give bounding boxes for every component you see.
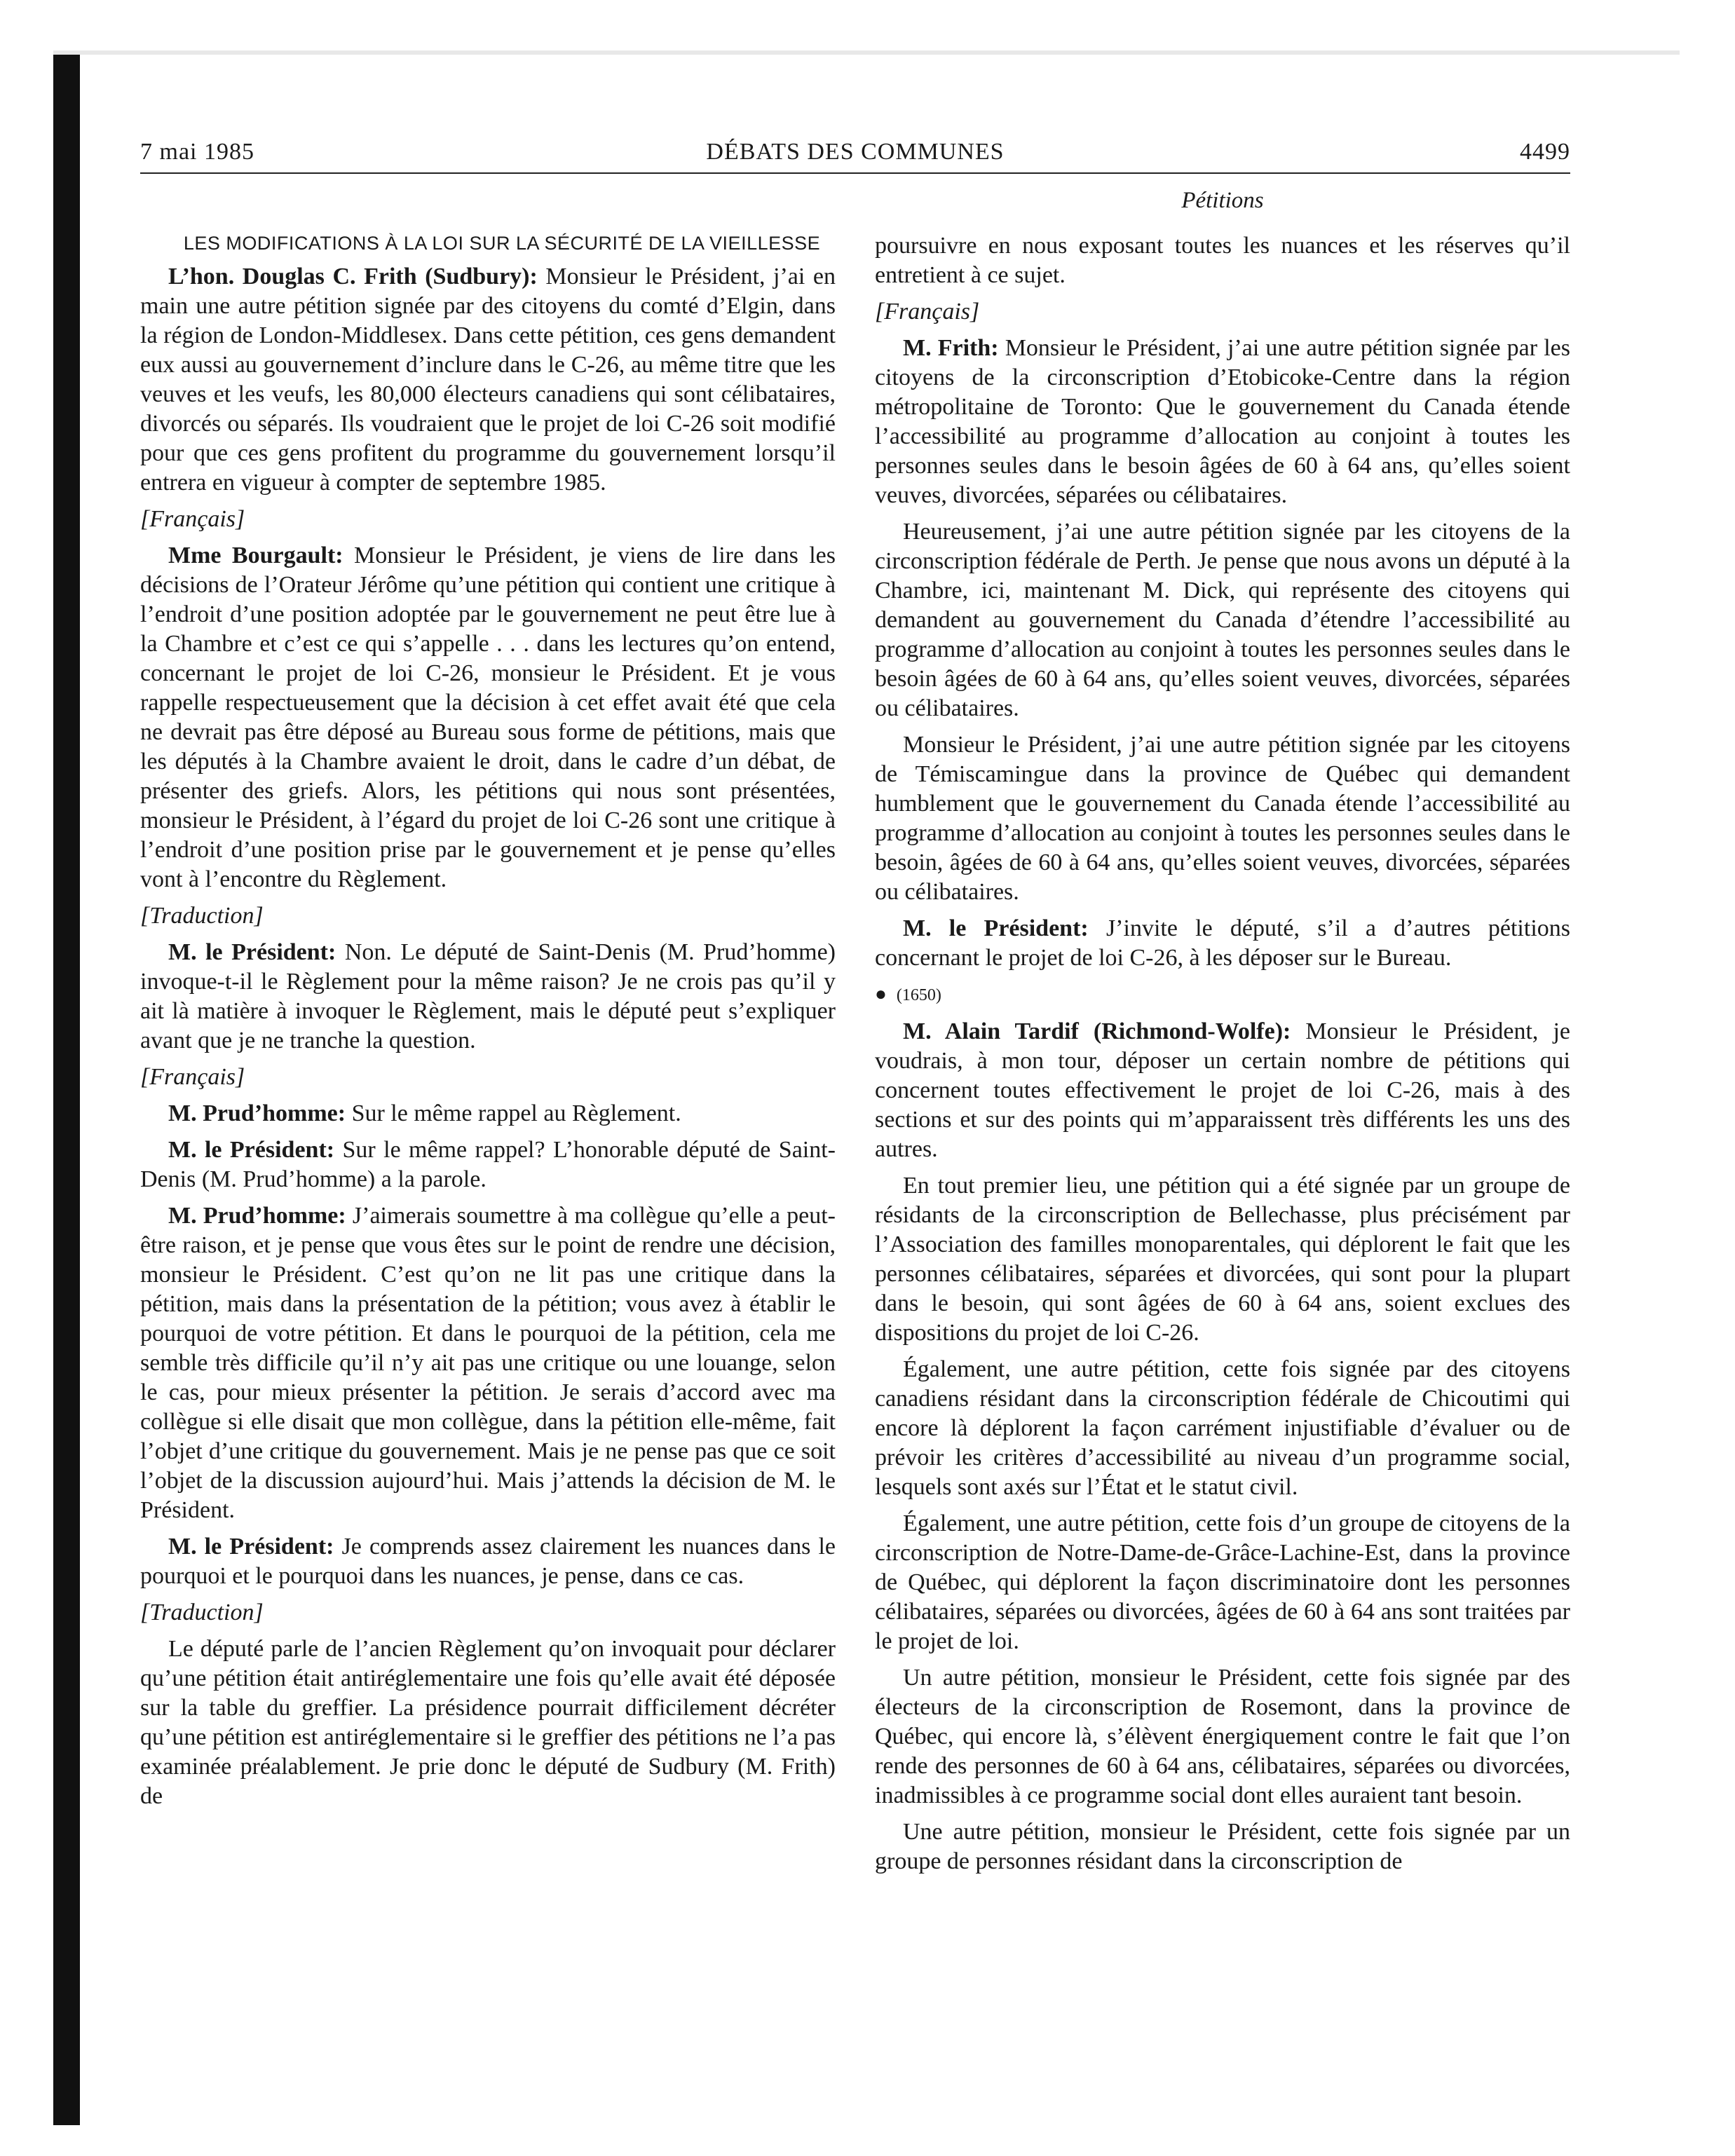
paragraph	[140, 541, 836, 894]
paragraph: Également, une autre pétition, cette fois d’un groupe de citoyens de la circonscription de Notre-Dame-de-Grâce-Lachine-Est, dans la province de Québec, qui déplorent la façon discriminatoire dont les personnes célibataires, séparées ou divorcées, âgées de 60 à 64 ans sont traitées par le projet de loi.	[875, 1510, 1570, 1654]
scan-edge-left	[53, 50, 80, 2125]
time-marker-text: (1650)	[896, 986, 941, 1004]
paragraph	[875, 1017, 1570, 1164]
paragraph	[875, 914, 1570, 973]
paragraph: Un autre pétition, monsieur le Président, cette fois signée par des électeurs de la circonscription de Rosemont, dans la province de Québec, qui encore là, s’élèvent énergiquement contre le fait que l’on rende des personnes de 60 à 64 ans, célibataires, séparées ou divorcées, inadmissibles à ce programme social dont elles auraient tant besoin.	[875, 1665, 1570, 1808]
language-marker: [Traduction]	[140, 1599, 264, 1625]
paragraph	[140, 262, 836, 498]
time-marker	[875, 980, 1570, 1010]
paragraph	[140, 1099, 836, 1128]
speaker-name: M. le Président:	[168, 1534, 334, 1560]
speaker-name: M. Prud’homme:	[168, 1203, 346, 1229]
paragraph: Une autre pétition, monsieur le Président, cette fois signée par un groupe de personnes résidant dans la circonscription de	[875, 1819, 1570, 1874]
paragraph	[875, 334, 1570, 510]
bullet-dot-icon: ●	[875, 983, 887, 1005]
paragraph: Heureusement, j’ai une autre pétition signée par les citoyens de la circonscription fédérale de Perth. Je pense que nous avons un député à la Chambre, ici, maintenant M. Dick, qui représente des citoyens qui demandent au gouvernement du Canada d’étendre l’accessibilité au programme d’allocation au conjoint à toutes les personnes seules dans le besoin âgées de 60 à 64 ans, qu’elles soient veuves, divorcées, séparées ou célibataires.	[875, 519, 1570, 721]
paragraph: Le député parle de l’ancien Règlement qu’on invoquait pour déclarer qu’une pétition était antiréglementaire une fois qu’elle avait été déposée sur la table du greffier. La présidence pourrait difficilement décréter qu’une pétition est antiréglementaire si le greffier des pétitions ne l’a pas examinée préalablement. Je prie donc le député de Sudbury (M. Frith) de	[140, 1636, 836, 1809]
paragraph: Monsieur le Président, j’ai une autre pétition signée par les citoyens de Témiscamingue dans la province de Québec qui demandent humblement que le gouvernement du Canada étende l’accessibilité au programme d’allocation au conjoint à toutes les personnes seules dans le besoin, âgées de 60 à 64 ans, qu’elles soient veuves, divorcées, séparées ou célibataires.	[875, 732, 1570, 905]
running-header	[140, 133, 1570, 174]
left-column	[140, 231, 836, 1818]
header-page-number: 4499	[1520, 139, 1570, 165]
speech-text: Monsieur le Président, j’ai une autre pétition signée par les citoyens de la circonscription d’Etobicoke-Centre dans la région métropolitaine de Toronto: Que le gouvernement du Canada étende l’accessibilité au programme d’allocation au conjoint à toutes les personnes seules dans le besoin âgées de 60 à 64 ans, qu’elles soient veuves, divorcées, séparées ou célibataires.	[875, 335, 1570, 508]
document-page	[140, 133, 1570, 2124]
header-date: 7 mai 1985	[140, 139, 254, 165]
speaker-name: M. le Président:	[168, 1137, 335, 1163]
language-marker: [Traduction]	[140, 903, 264, 929]
speaker-name: M. Prud’homme:	[168, 1100, 346, 1126]
paragraph	[140, 1201, 836, 1525]
section-heading: LES MODIFICATIONS À LA LOI SUR LA SÉCURITÉ DE LA VIEILLESSE	[183, 233, 821, 254]
paragraph: poursuivre en nous exposant toutes les nuances et les réserves qu’il entretient à ce sujet.	[875, 233, 1570, 288]
paragraph: Également, une autre pétition, cette fois signée par des citoyens canadiens résidant dans la circonscription fédérale de Chicoutimi qui encore là déplorent la façon carrément injustifiable d’évaluer ou de prévoir les critères d’accessibilité au niveau d’un programme social, lesquels sont axés sur l’État et le statut civil.	[875, 1356, 1570, 1500]
speaker-name: M. le Président:	[903, 915, 1089, 941]
section-label: Pétitions	[1181, 188, 1264, 213]
language-marker: [Français]	[140, 506, 245, 532]
paragraph: En tout premier lieu, une pétition qui a été signée par un groupe de résidants de la circonscription de Bellechasse, plus précisément par l’Association des familles monoparentales, qui déplorent le fait que les personnes célibataires, séparées et divorcées, qui sont pour la plupart dans le besoin, qui sont âgées de 60 à 64 ans, soient exclues des dispositions du projet de loi C-26.	[875, 1173, 1570, 1346]
speech-text: Non. Le député de Saint-Denis (M. Prud’homme) invoque-t-il le Règlement pour la même raison? Je ne crois pas qu’il y ait là matière à invoquer le Règlement, mais le député peut s’expliquer avant que je ne tranche la question.	[140, 939, 836, 1053]
language-marker: [Français]	[875, 299, 980, 325]
header-title: DÉBATS DES COMMUNES	[706, 139, 1005, 165]
paragraph	[140, 938, 836, 1056]
speech-text: Sur le même rappel au Règlement.	[346, 1100, 681, 1126]
paragraph	[140, 1135, 836, 1194]
speech-text: Monsieur le Président, je viens de lire dans les décisions de l’Orateur Jérôme qu’une pétition qui contient une critique à l’endroit d’une position adoptée par le gouvernement ne peut être lue à la Chambre et c’est ce qui s’appelle . . . dans les lectures qu’on entend, concernant le projet de loi C-26, monsieur le Président. Et je vous rappelle respectueusement que la décision à cet effet avait été que cela ne devrait pas être déposé au Bureau sous forme de pétitions, mais que les députés à la Chambre avaient le droit, dans le cadre d’un débat, de présenter des griefs. Alors, les pétitions qui nous sont présentées, monsieur le Président, à l’égard du projet de loi C-26 sont une critique à l’endroit d’une position prise par le gouvernement et je pense qu’elles vont à l’encontre du Règlement.	[140, 543, 836, 892]
speaker-name: M. Frith:	[903, 335, 999, 361]
speech-text: J’invite le député, s’il a d’autres pétitions concernant le projet de loi C-26, à les déposer sur le Bureau.	[875, 915, 1571, 971]
speech-text: Je comprends assez clairement les nuances dans le pourquoi et le pourquoi dans les nuances, je pense, dans ce cas.	[140, 1534, 836, 1589]
speaker-name: Mme Bourgault:	[168, 543, 343, 568]
speech-text: J’aimerais soumettre à ma collègue qu’elle a peut-être raison, et je pense que vous êtes sur le point de rendre une décision, monsieur le Président. C’est qu’on ne lit pas une critique dans la pétition, mais dans la présentation de la pétition; vous avez à établir le pourquoi de votre pétition. Et dans le pourquoi de la pétition, cela me semble très difficile qu’il n’y ait pas une critique ou une louange, selon le cas, pour mieux présenter la pétition. Je serais d’accord avec ma collègue si elle disait que mon collègue, dans la pétition elle-même, fait l’objet d’une critique du gouvernement. Mais je ne pense pas que ce soit l’objet de la discussion aujourd’hui. Mais j’attends la décision de M. le Président.	[140, 1203, 836, 1523]
paragraph	[140, 1532, 836, 1591]
speech-text: Monsieur le Président, je voudrais, à mon tour, déposer un certain nombre de pétitions qui concernent toutes effectivement le projet de loi C-26, mais à des sections et sur des points qui m’apparaissent très différents les uns des autres.	[875, 1018, 1570, 1162]
speaker-name: M. le Président:	[168, 939, 336, 965]
scan-edge-top	[53, 50, 1680, 55]
speaker-name: M. Alain Tardif (Richmond-Wolfe):	[903, 1018, 1291, 1044]
speech-text: Sur le même rappel? L’honorable député de Saint-Denis (M. Prud’homme) a la parole.	[140, 1137, 836, 1192]
right-column	[875, 231, 1570, 1883]
speaker-name: L’hon. Douglas C. Frith (Sudbury):	[168, 264, 538, 289]
speech-text: Monsieur le Président, j’ai en main une autre pétition signée par des citoyens du comté d’Elgin, dans la région de London-Middlesex. Dans cette pétition, ces gens demandent eux aussi au gouvernement d’inclure dans le C-26, au même titre que les veuves et les veufs, les 80,000 électeurs canadiens qui sont célibataires, divorcés ou séparés. Ils voudraient que le projet de loi C-26 soit modifié pour que ces gens profitent du programme du gouvernement lorsqu’il entrera en vigueur à compter de septembre 1985.	[140, 264, 836, 496]
language-marker: [Français]	[140, 1064, 245, 1090]
